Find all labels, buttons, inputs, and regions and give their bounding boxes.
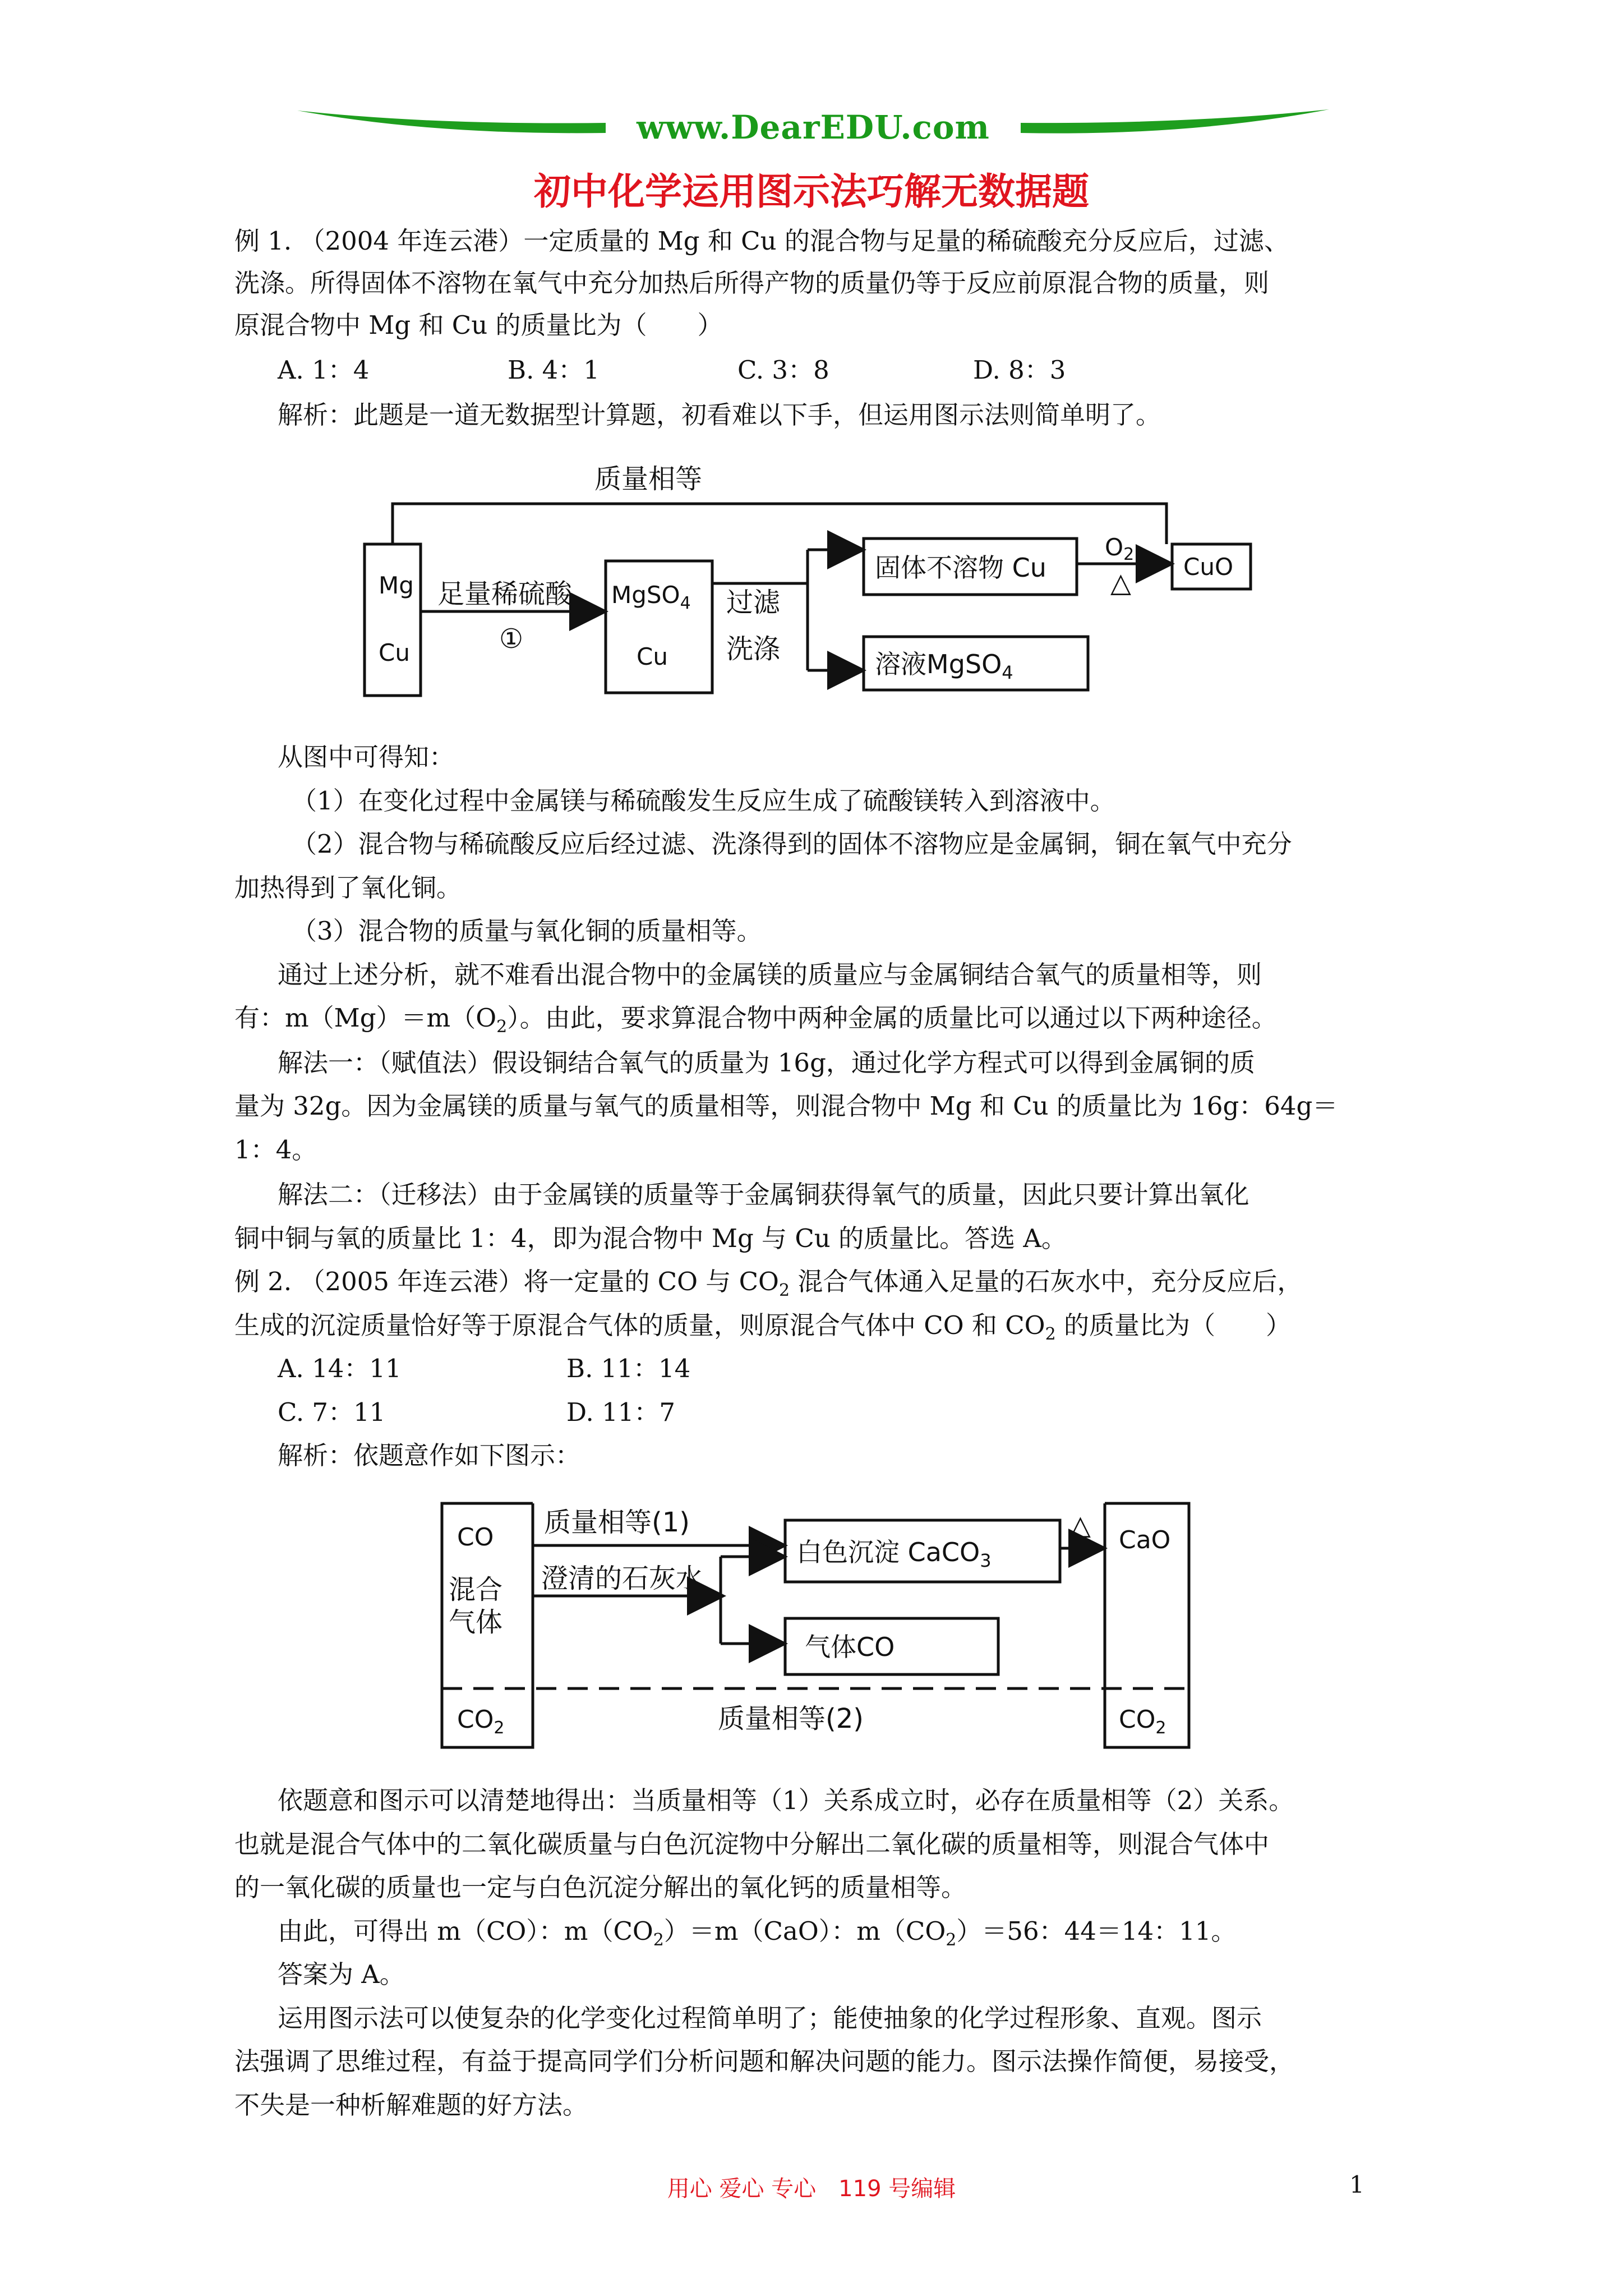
ex1-analysis: 解析：此题是一道无数据型计算题，初看难以下手，但运用图示法则简单明了。 — [278, 400, 1161, 430]
method-1c: 1：4。 — [234, 1135, 317, 1165]
ex2-line-2: 生成的沉淀质量恰好等于原混合气体的质量，则原混合气体中 CO 和 $CO_2$ 的质量比为（ ） — [234, 1310, 1291, 1344]
d1-top-label: 质量相等 — [594, 463, 703, 495]
d1-cu: Cu — [379, 639, 410, 666]
conclusion-4: 由此，可得出 m（CO）：$m(CO_2)=m(CaO)$：$m(CO_2)=56$：44＝14：11。 — [278, 1916, 1237, 1950]
d1-solution: 溶液MgSO$_4$ — [875, 649, 1013, 683]
d2-heat: △ — [1070, 1510, 1091, 1541]
method-2b: 铜中铜与氧的质量比 1：4，即为混合物中 Mg 与 Cu 的质量比。答选 A。 — [234, 1223, 1067, 1253]
point-3: （3）混合物的质量与氧化铜的质量相等。 — [292, 916, 762, 946]
summary-1b: 有：$m(Mg)=m(O_2)$。由此，要求算混合物中两种金属的质量比可以通过以下两种途径。 — [234, 1003, 1277, 1037]
ex1-line-3: 原混合物中 Mg 和 Cu 的质量比为（ ） — [234, 310, 723, 340]
summary-1a: 通过上述分析，就不难看出混合物中的金属镁的质量应与金属铜结合氧气的质量相等，则 — [278, 960, 1262, 990]
ex2-analysis: 解析：依题意作如下图示： — [278, 1441, 581, 1470]
ex1-option-d: D. 8：3 — [973, 355, 1066, 385]
d1-solid-cu: 固体不溶物 Cu — [875, 553, 1046, 583]
d2-co2-right: $CO_2$ — [1119, 1705, 1166, 1738]
conclusion-3: 的一氧化碳的质量也一定与白色沉淀分解出的氧化钙的质量相等。 — [234, 1872, 967, 1902]
d2-cao: CaO — [1119, 1526, 1171, 1554]
conclusion-2: 也就是混合气体中的二氧化碳质量与白色沉淀物中分解出二氧化碳的质量相等，则混合气体中 — [234, 1829, 1270, 1859]
page-number: 1 — [1349, 2171, 1364, 2198]
points-intro: 从图中可得知： — [278, 742, 455, 772]
d2-co2-left: $CO_2$ — [457, 1705, 505, 1738]
point-2a: （2）混合物与稀硫酸反应后经过滤、洗涤得到的固体不溶物应是金属铜，铜在氧气中充分 — [292, 829, 1292, 859]
diagram-co-co2 — [437, 1492, 1211, 1761]
ex1-option-a: A. 1：4 — [278, 355, 370, 385]
d1-step-one: ① — [499, 623, 524, 655]
ex2-option-c: C. 7：11 — [278, 1397, 386, 1427]
d1-acid-label: 足量稀硫酸 — [437, 578, 573, 610]
d2-mix-2: 气体 — [449, 1607, 503, 1638]
d1-cuo: CuO — [1183, 553, 1234, 581]
d2-eq1: 质量相等(1) — [544, 1507, 690, 1538]
ex2-option-b: B. 11：14 — [566, 1354, 691, 1383]
point-2b: 加热得到了氧化铜。 — [234, 873, 462, 903]
d1-cu2: Cu — [637, 643, 668, 670]
d1-wash: 洗涤 — [726, 633, 781, 665]
d1-mgso4: MgSO$_4$ — [611, 581, 691, 613]
conclusion-1: 依题意和图示可以清楚地得出：当质量相等（1）关系成立时，必存在质量相等（2）关系。 — [278, 1786, 1294, 1815]
d1-mg: Mg — [379, 572, 414, 599]
header-banner — [292, 104, 1335, 154]
d2-co: CO — [457, 1523, 494, 1552]
method-2a: 解法二：（迁移法）由于金属镁的质量等于金属铜获得氧气的质量，因此只要计算出氧化 — [278, 1180, 1249, 1209]
ex2-option-a: A. 14：11 — [278, 1354, 402, 1383]
ex1-line-1: 例 1. （2004 年连云港）一定质量的 Mg 和 Cu 的混合物与足量的稀硫酸充分反应后，过滤、 — [234, 226, 1289, 256]
document-title: 初中化学运用图示法巧解无数据题 — [534, 170, 1089, 213]
method-1a: 解法一：（赋值法）假设铜结合氧气的质量为 16g，通过化学方程式可以得到金属铜的质 — [278, 1048, 1255, 1078]
footer-text: 用心 爱心 专心 119 号编辑 — [667, 2176, 956, 2202]
d1-filter: 过滤 — [726, 587, 781, 618]
final-3: 不失是一种析解难题的好方法。 — [234, 2090, 588, 2120]
site-logo-text[interactable]: www.DearEDU.com — [637, 108, 990, 146]
answer: 答案为 A。 — [278, 1959, 405, 1989]
final-2: 法强调了思维过程，有益于提高同学们分析问题和解决问题的能力。图示法操作简便，易接受， — [234, 2046, 1295, 2076]
d2-mix-1: 混合 — [449, 1574, 503, 1605]
d2-limewater: 澄清的石灰水 — [541, 1563, 703, 1594]
ex1-line-2: 洗涤。所得固体不溶物在氧气中充分加热后所得产物的质量仍等于反应前原混合物的质量，则 — [234, 268, 1270, 298]
d1-heat: △ — [1110, 567, 1131, 599]
d2-eq2: 质量相等(2) — [718, 1703, 864, 1734]
ex2-line-1: 例 2. （2005 年连云港）将一定量的 CO 与 $CO_2$ 混合气体通入足量的石灰水中，充分反应后， — [234, 1267, 1303, 1300]
ex1-option-c: C. 3：8 — [737, 355, 829, 385]
d2-white-precipitate: 白色沉淀 CaCO$_3$ — [796, 1537, 992, 1571]
final-1: 运用图示法可以使复杂的化学变化过程简单明了；能使抽象的化学过程形象、直观。图示 — [278, 2003, 1262, 2033]
d2-gas-co: 气体CO — [805, 1632, 895, 1662]
d1-o2: O2 — [1105, 533, 1135, 564]
ex1-option-b: B. 4：1 — [508, 355, 600, 385]
box-mg-cu — [365, 544, 421, 696]
method-1b: 量为 32g。因为金属镁的质量与氧气的质量相等，则混合物中 Mg 和 Cu 的质量比为 16g：64g＝ — [234, 1091, 1338, 1121]
point-1: （1）在变化过程中金属镁与稀硫酸发生反应生成了硫酸镁转入到溶液中。 — [292, 786, 1115, 816]
ex2-option-d: D. 11：7 — [566, 1397, 675, 1427]
diagram-mg-cu — [348, 449, 1301, 707]
filter-split — [712, 550, 808, 583]
